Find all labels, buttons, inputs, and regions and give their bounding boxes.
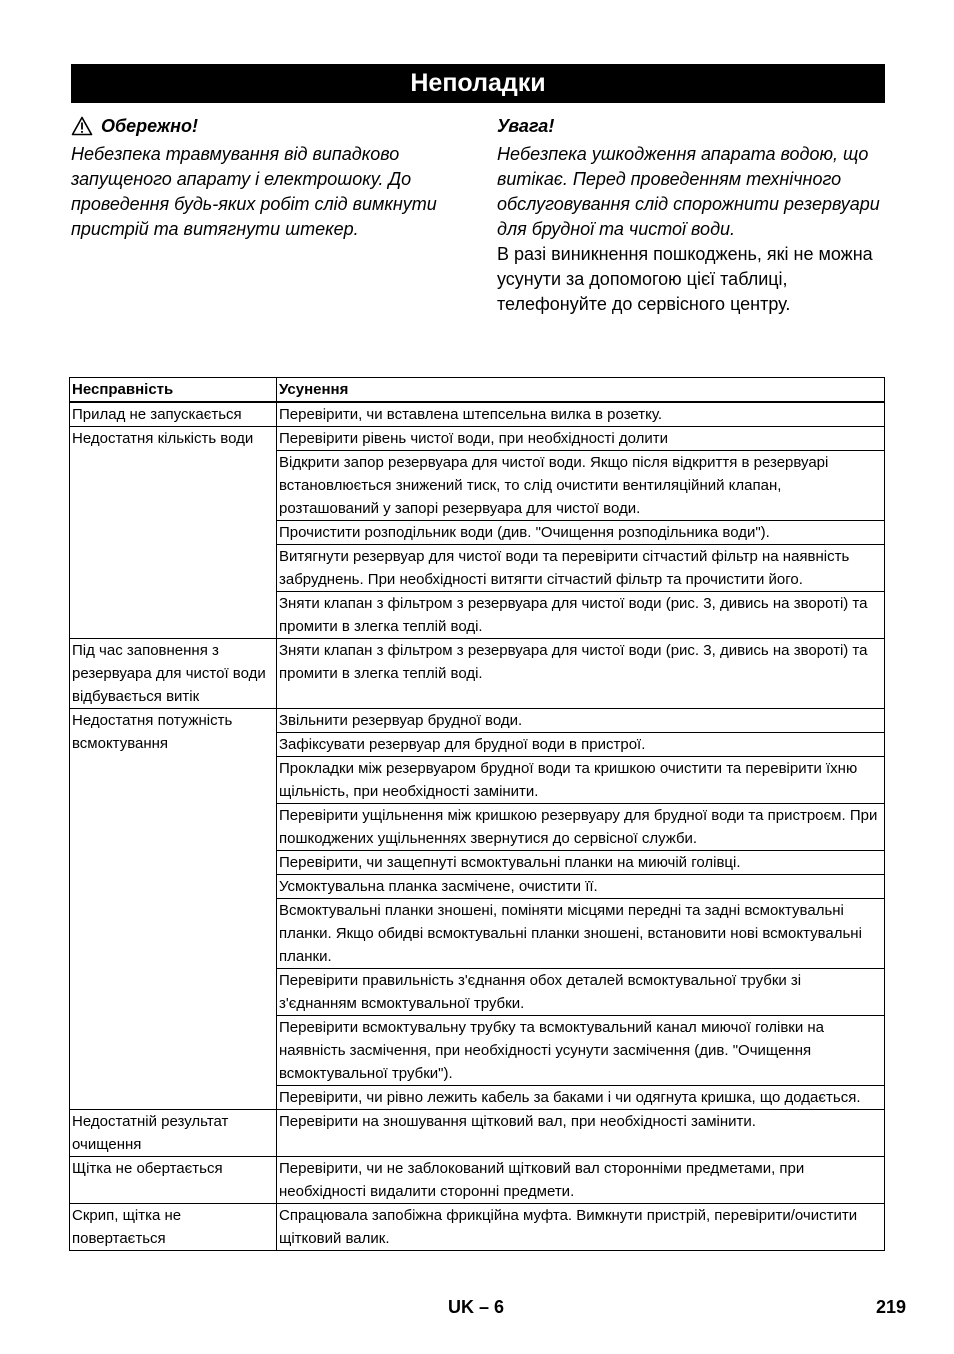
table-row — [70, 402, 885, 427]
section-page-label: UK – 6 — [448, 1297, 505, 1317]
fix-cell: Відкрити запор резервуара для чистої води. Якщо після відкриття в резервуарі встановлюється знижений тиск, то слід очистити вентиляційний клапан, розташований у запорі резервуара для чистої води. — [277, 451, 885, 521]
fault-cell: Недостатня потужність всмоктування — [70, 709, 277, 1110]
fix-cell: Прочистити розподільник води (див. "Очищення розподільника води"). — [277, 521, 885, 545]
fault-cell: Скрип, щітка не повертається — [70, 1204, 277, 1251]
fault-cell: Щітка не обертається — [70, 1157, 277, 1204]
fix-cell: Перевірити, чи защепнуті всмоктувальні планки на миючій голівці. — [277, 851, 885, 875]
fix-cell: Перевірити рівень чистої води, при необхідності долити — [277, 427, 885, 451]
attention-heading: Увага! — [497, 116, 555, 136]
troubleshooting-table — [69, 377, 885, 1251]
caution-text: Небезпека травмування від випадково запущеного апарату і електрошоку. До проведення будь-яких робіт слід вимкнути пристрій та витягнути штекер. — [71, 144, 437, 239]
page-number: 219 — [876, 1297, 907, 1317]
fix-cell: Перевірити на зношування щітковий вал, при необхідності замінити. — [277, 1110, 885, 1157]
fix-cell: Перевірити, чи не заблокований щітковий вал сторонніми предметами, при необхідності видалити сторонні предмети. — [277, 1157, 885, 1204]
fix-cell: Перевірити всмоктувальну трубку та всмоктувальний канал миючої голівки на наявність засмічення, при необхідності усунути засмічення (див. "Очищення всмоктувальної трубки"). — [277, 1016, 885, 1086]
fix-cell: Спрацювала запобіжна фрикційна муфта. Вимкнути пристрій, перевірити/очистити щітковий валик. — [277, 1204, 885, 1251]
table-row — [70, 1157, 885, 1204]
warning-triangle-icon — [71, 116, 93, 136]
fix-cell: Звільнити резервуар брудної води. — [277, 709, 885, 733]
fix-cell: Зняти клапан з фільтром з резервуара для чистої води (рис. 3, дивись на звороті) та промити в злегка теплій воді. — [277, 592, 885, 639]
fix-cell: Зняти клапан з фільтром з резервуара для чистої води (рис. 3, дивись на звороті) та промити в злегка теплій воді. — [277, 639, 885, 709]
fix-cell: Усмоктувальна планка засмічене, очистити її. — [277, 875, 885, 899]
fix-cell: Перевірити ущільнення між кришкою резервуару для брудної води та пристроєм. При пошкоджених ущільненнях звернутися до сервісної служби. — [277, 804, 885, 851]
table-row — [70, 1110, 885, 1157]
caution-block — [71, 114, 471, 242]
fix-cell: Перевірити правильність з'єднання обох деталей всмоктувальної трубки зі з'єднанням всмоктувальної трубки. — [277, 969, 885, 1016]
attention-note: В разі виникнення пошкоджень, які не можна усунути за допомогою цієї таблиці, телефонуйте до сервісного центру. — [497, 244, 873, 314]
table-row — [70, 709, 885, 733]
caution-heading — [71, 114, 471, 138]
fault-cell: Під час заповнення з резервуара для чистої води відбувається витік — [70, 639, 277, 709]
page-title: Неполадки — [71, 64, 885, 103]
column-header-fault: Несправність — [70, 378, 277, 403]
fix-cell: Зафіксувати резервуар для брудної води в пристрої. — [277, 733, 885, 757]
fault-cell: Недостатній результат очищення — [70, 1110, 277, 1157]
fix-cell: Витягнути резервуар для чистої води та перевірити сітчастий фільтр на наявність забруднень. При необхідності витягти сітчастий фільтр та прочистити його. — [277, 545, 885, 592]
fix-cell: Перевірити, чи вставлена штепсельна вилка в розетку. — [277, 402, 885, 427]
fault-cell: Прилад не запускається — [70, 402, 277, 427]
fix-cell: Прокладки між резервуаром брудної води та кришкою очистити та перевірити їхню щільність, при необхідності замінити. — [277, 757, 885, 804]
attention-block — [497, 114, 892, 317]
table-header-row — [70, 378, 885, 403]
table-row — [70, 427, 885, 451]
table-row — [70, 639, 885, 709]
table-row — [70, 1204, 885, 1251]
fix-cell: Перевірити, чи рівно лежить кабель за баками і чи одягнута кришка, що додається. — [277, 1086, 885, 1110]
fix-cell: Всмоктувальні планки зношені, поміняти місцями передні та задні всмоктувальні планки. Якщо обидві всмоктувальні планки зношені, встановити нові всмоктувальні планки. — [277, 899, 885, 969]
attention-text: Небезпека ушкодження апарата водою, що витікає. Перед проведенням технічного обслуговування слід спорожнити резервуари для брудної та чистої води. — [497, 144, 880, 239]
caution-heading-text: Обережно! — [101, 116, 199, 136]
fault-cell: Недостатня кількість води — [70, 427, 277, 639]
column-header-fix: Усунення — [277, 378, 885, 403]
